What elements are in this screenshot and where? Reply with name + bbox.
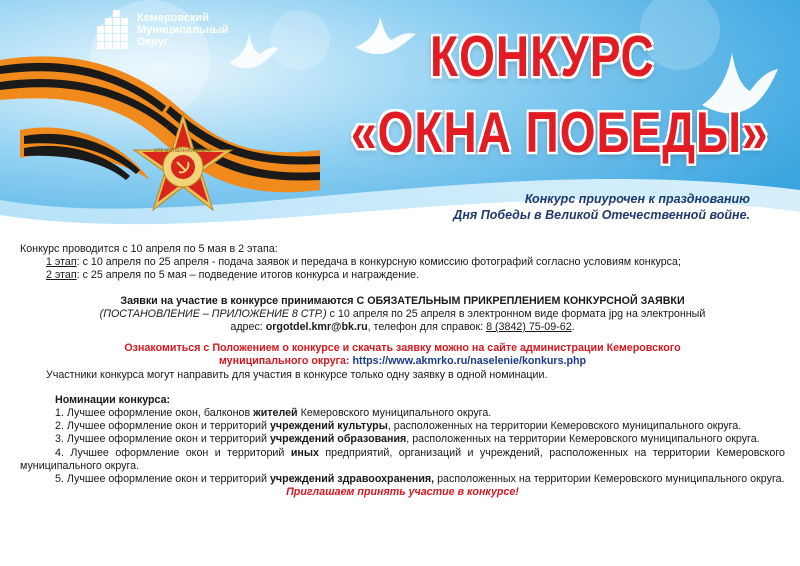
application-text: с 10 апреля по 25 апреля в электронном виде формата jpg на электронный bbox=[326, 307, 706, 320]
nomination-item: 3. Лучшее оформление окон и территорий учреждений образования, расположенных на территории Кемеровского муниципального округа. bbox=[55, 433, 760, 446]
regulation-text: муниципального округа: bbox=[218, 355, 353, 368]
logo-icon bbox=[93, 10, 129, 56]
application-info bbox=[20, 295, 785, 335]
participants-note: Участники конкурса могут направить для участия в конкурсе только одну заявку в одной номинации. bbox=[46, 368, 548, 381]
stages-intro: Конкурс проводится с 10 апреля по 5 мая в 2 этапа: bbox=[20, 243, 278, 255]
stage-2-text: : с 25 апреля по 5 мая – подведение итогов конкурса и награждение. bbox=[76, 269, 420, 282]
regulation-info bbox=[20, 342, 785, 368]
stage-1 bbox=[20, 256, 785, 269]
dove-icon bbox=[225, 30, 280, 75]
nomination-item: 4. Лучшее оформление окон и территорий иных предприятий, организаций и учреждений, расположенных на территории Кемеровского муниципального округа. bbox=[20, 446, 785, 472]
logo-line: Муниципальный bbox=[137, 24, 229, 36]
application-text: , телефон для справок: bbox=[367, 321, 487, 334]
subtitle bbox=[330, 191, 750, 223]
subtitle-line: Дня Победы в Великой Отечественной войне. bbox=[453, 208, 750, 222]
logo-text bbox=[137, 10, 229, 48]
website-link[interactable]: https://www.akmrko.ru/naselenie/konkurs.php bbox=[352, 355, 587, 368]
subtitle-line: Конкурс приурочен к празднованию bbox=[524, 192, 750, 206]
application-text: Заявки на участие в конкурсе принимаются bbox=[120, 294, 357, 307]
logo-line: Кемеровский bbox=[137, 12, 210, 24]
title-line-2: «ОКНА ПОБЕДЫ» bbox=[351, 99, 769, 165]
stage-1-text: : с 10 апреля по 25 апреля - подача заявок и передача в конкурсную комиссию фотографий согласно условиям конкурса; bbox=[76, 256, 681, 269]
logo-line: Округ bbox=[137, 36, 169, 48]
dove-icon bbox=[350, 12, 420, 62]
stage-2-label: 2 этап bbox=[46, 269, 77, 282]
closing-invitation: Приглашаем принять участие в конкурсе! bbox=[286, 486, 519, 499]
regulation-text: Ознакомиться с Положением о конкурсе и скачать заявку можно на сайте администрации Кемеровского bbox=[124, 342, 681, 355]
nomination-item: 2. Лучшее оформление окон и территорий учреждений культуры, расположенных на территории Кемеровского муниципального округа. bbox=[55, 420, 742, 433]
main-content bbox=[20, 243, 785, 499]
nominations-heading: Номинации конкурса: bbox=[55, 393, 171, 406]
application-requirement: С ОБЯЗАТЕЛЬНЫМ ПРИКРЕПЛЕНИЕМ КОНКУРСНОЙ ЗАЯВКИ bbox=[356, 294, 685, 307]
nomination-item: 1. Лучшее оформление окон, балконов жителей Кемеровского муниципального округа. bbox=[55, 407, 492, 420]
order-star-icon bbox=[128, 112, 238, 222]
order-inscription: ОТЕЧЕСТВЕННАЯ ВОЙНА bbox=[154, 149, 212, 154]
application-text: адрес: bbox=[230, 321, 266, 334]
stage-2 bbox=[20, 269, 785, 282]
nomination-item: 5. Лучшее оформление окон и территорий учреждений здравоохранения, расположенных на территории Кемеровского муниципального округа. bbox=[55, 473, 785, 486]
municipal-logo bbox=[93, 10, 229, 56]
phone-number: 8 (3842) 75-09-62 bbox=[486, 321, 572, 334]
title-line-1: КОНКУРС bbox=[430, 23, 655, 89]
application-reference: (ПОСТАНОВЛЕНИЕ – ПРИЛОЖЕНИЕ 8 СТР.) bbox=[99, 307, 327, 320]
email-link[interactable]: orgotdel.kmr@bk.ru bbox=[265, 321, 368, 334]
nominations bbox=[20, 394, 785, 486]
application-text: . bbox=[571, 321, 575, 334]
stage-1-label: 1 этап bbox=[46, 256, 77, 269]
